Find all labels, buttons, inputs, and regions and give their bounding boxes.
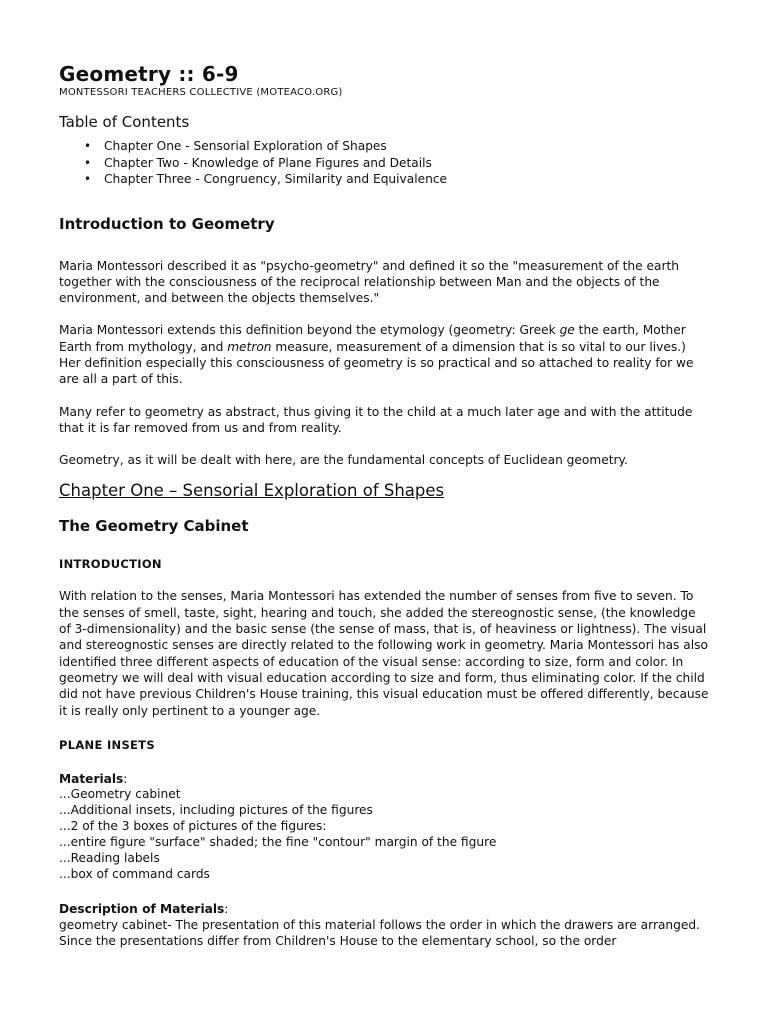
materials-item: ...2 of the 3 boxes of pictures of the figures:	[59, 818, 327, 833]
intro-paragraph-1: Maria Montessori described it as "psycho-geometry" and defined it so the "measurement of the earth together with the consciousness of the reciprocal relationship between Man and the objects of the environment, and between the objects themselves."	[59, 258, 679, 306]
introduction-label: INTRODUCTION	[59, 557, 162, 572]
toc-item-chapter-two[interactable]: • Chapter Two - Knowledge of Plane Figures and Details	[104, 155, 710, 172]
materials-item: ...entire figure "surface" shaded; the fine "contour" margin of the figure	[59, 834, 497, 849]
materials-label: Materials	[59, 771, 124, 786]
toc-item-chapter-three[interactable]: • Chapter Three - Congruency, Similarity and Equivalence	[104, 171, 710, 188]
intro-heading: Introduction to Geometry	[59, 214, 275, 233]
intro-paragraph-3: Many refer to geometry as abstract, thus giving it to the child at a much later age and with the attitude that it is far removed from us and from reality.	[59, 404, 693, 435]
description-heading	[59, 901, 710, 917]
toc-list	[59, 138, 710, 188]
intro-p2-part-c: measure, measurement of a dimension that is so vital to our lives.) Her definition especially this consciousness of geometry is so practical and so attached to reality for we are all a part of this.	[59, 339, 694, 387]
intro-paragraph-4: Geometry, as it will be dealt with here, are the fundamental concepts of Euclidean geometry.	[59, 453, 628, 468]
geometry-cabinet-heading: The Geometry Cabinet	[59, 517, 249, 536]
toc-item-chapter-one[interactable]: • Chapter One - Sensorial Exploration of Shapes	[104, 138, 710, 155]
chapter-one-title: Chapter One – Sensorial Exploration of Shapes	[59, 481, 445, 501]
intro-p2-ge: ge	[559, 323, 575, 338]
description-colon: :	[224, 901, 229, 916]
materials-heading	[59, 771, 710, 787]
materials-item: ...Reading labels	[59, 850, 160, 865]
plane-insets-label: PLANE INSETS	[59, 737, 155, 752]
document-title: Geometry :: 6-9	[59, 62, 239, 86]
intro-p2-metron: metron	[227, 339, 272, 354]
description-paragraph: geometry cabinet- The presentation of this material follows the order in which the drawers are arranged. Since the presentations differ from Children's House to the elementary school, so the order	[59, 917, 700, 949]
intro-p2-part-a: Maria Montessori extends this definition beyond the etymology (geometry: Greek	[59, 323, 560, 338]
intro-paragraph-2	[59, 322, 710, 387]
toc-heading: Table of Contents	[59, 113, 190, 131]
materials-item: ...Geometry cabinet	[59, 787, 181, 802]
materials-list	[59, 787, 710, 882]
intro-p2-part-b: the earth, Mother Earth from mythology, and	[59, 323, 686, 354]
materials-colon: :	[123, 771, 128, 786]
materials-item: ...Additional insets, including pictures of the figures	[59, 803, 373, 818]
introduction-paragraph: With relation to the senses, Maria Montessori has extended the number of senses from five to seven. To the senses of smell, taste, sight, hearing and touch, she added the stereognostic sense, (the knowledge of 3-dimensionality) and the basic sense (the sense of mass, that is, of heaviness or lightness). The visual and stereognostic senses are directly related to the following work in geometry. Maria Montessori has also identified three different aspects of education of the visual sense: according to size, form and color. In geometry we will deal with visual education according to size and form, thus eliminating color. If the child did not have previous Children's House training, this visual education must be offered differently, because it is really only pertinent to a younger age.	[59, 589, 709, 718]
description-label: Description of Materials	[59, 901, 225, 916]
materials-item: ...box of command cards	[59, 866, 210, 881]
document-subtitle: MONTESSORI TEACHERS COLLECTIVE (MOTEACO.ORG)	[59, 87, 343, 98]
